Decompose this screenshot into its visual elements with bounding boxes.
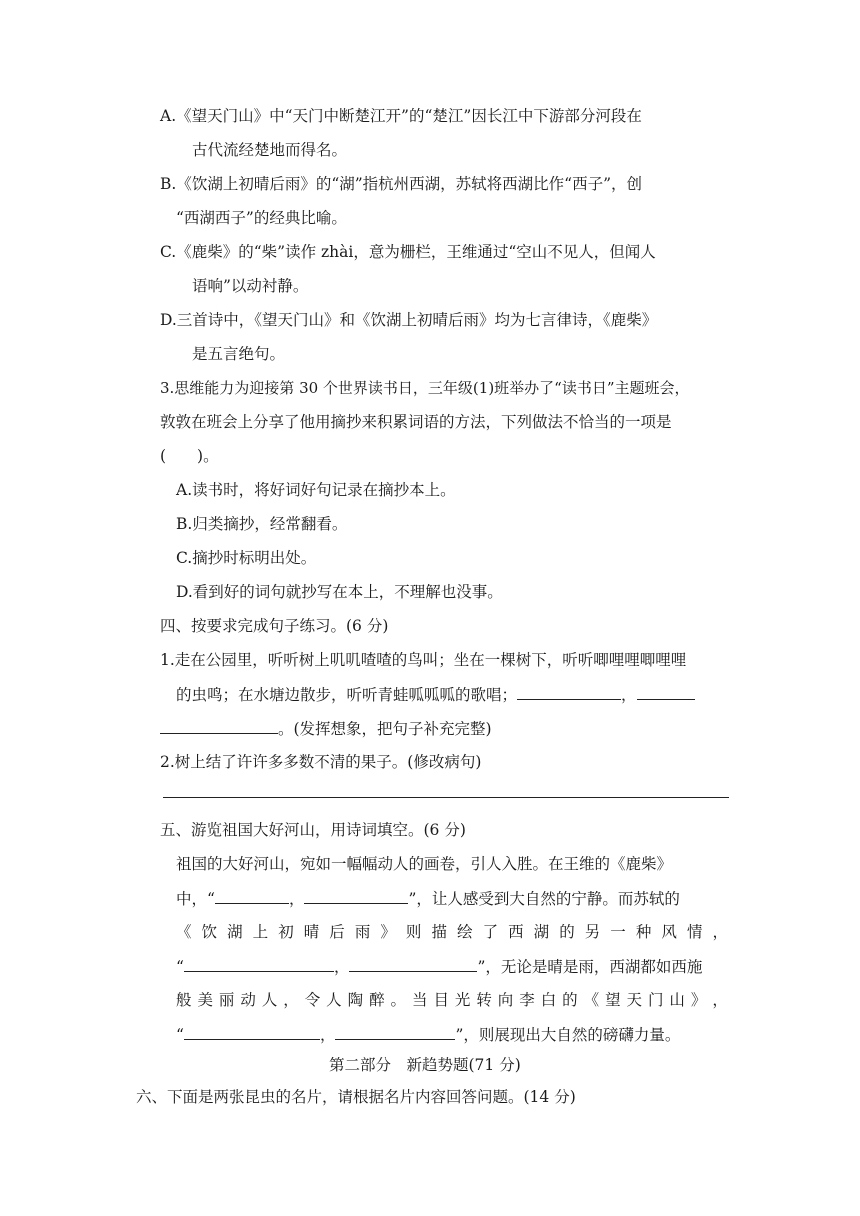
q3-option-c: C.摘抄时标明出处。	[176, 549, 317, 567]
section5-line4	[176, 955, 702, 978]
option-d-line2: 是五言绝句。	[192, 345, 286, 363]
char: 饮	[201, 923, 218, 941]
char: 山	[669, 991, 685, 1009]
char: 天	[626, 991, 643, 1009]
option-d-line1: D.三首诗中，《望天门山》和《饮湖上初晴后雨》均为七言律诗，《鹿柴》	[160, 311, 658, 329]
char: 西	[508, 923, 524, 941]
option-c-line1: C.《鹿柴》的“柴”读作 zhài，意为栅栏，王维通过“空山不见人，但闻人	[160, 243, 656, 261]
char: 风	[661, 923, 677, 941]
section5-line5	[176, 989, 728, 1011]
poem-blank[interactable]	[335, 1023, 455, 1040]
poem-blank[interactable]	[215, 887, 289, 904]
section4-heading: 四、按要求完成句子练习。(6 分)	[160, 617, 389, 635]
char: 李	[519, 991, 535, 1009]
char: 门	[647, 991, 664, 1009]
char: 湖	[227, 923, 243, 941]
char: 则	[405, 923, 422, 941]
char: 般	[176, 991, 192, 1009]
comma: ，	[319, 1026, 336, 1044]
comma: ，	[333, 958, 350, 976]
answer-blank[interactable]	[160, 717, 278, 734]
option-b-line2: “西湖西子”的经典比喻。	[176, 209, 347, 227]
answer-line[interactable]	[163, 797, 729, 798]
q3-option-b: B.归类摘抄，经常翻看。	[176, 515, 348, 533]
char: 醉	[369, 991, 385, 1009]
char: 描	[431, 923, 447, 941]
section5-line3	[176, 921, 728, 943]
char: ，	[712, 923, 728, 941]
poem-blank[interactable]	[184, 955, 334, 972]
char: 美	[197, 991, 213, 1009]
section5-line2-prefix: 中，“	[176, 890, 215, 908]
char: 》	[690, 991, 707, 1009]
option-a-line2: 古代流经楚地而得名。	[192, 141, 348, 159]
option-c-line2: 语响”以动衬静。	[192, 277, 309, 295]
section5-line6-tail: ”，则展现出大自然的磅礴力量。	[455, 1026, 681, 1044]
q3-option-d: D.看到好的词句就抄写在本上，不理解也没事。	[176, 583, 503, 601]
poem-blank[interactable]	[349, 955, 477, 972]
char: 雨	[354, 923, 371, 941]
char: 动	[240, 991, 256, 1009]
char: 丽	[218, 991, 235, 1009]
char: 的	[559, 923, 575, 941]
section4-q1-instruction: 。(发挥想象，把句子补充完整)	[278, 720, 492, 738]
char: 白	[540, 991, 557, 1009]
section4-q1-line3	[160, 717, 492, 740]
open-quote: “	[176, 1026, 184, 1044]
poem-blank[interactable]	[304, 887, 408, 904]
char: 种	[635, 923, 652, 941]
char: 转	[476, 991, 492, 1009]
char: 湖	[533, 923, 550, 941]
char: 了	[482, 923, 499, 941]
char: ，	[283, 991, 299, 1009]
char: 当	[411, 991, 428, 1009]
char: ，	[712, 991, 728, 1009]
section5-line6	[176, 1023, 680, 1046]
option-b-line1: B.《饮湖上初晴后雨》的“湖”指杭州西湖，苏轼将西湖比作“西子”，创	[160, 175, 643, 193]
char: 人	[326, 991, 342, 1009]
answer-blank[interactable]	[517, 683, 621, 700]
char: 《	[583, 991, 600, 1009]
char: 后	[329, 923, 345, 941]
char: 初	[278, 923, 294, 941]
poem-blank[interactable]	[184, 1023, 320, 1040]
char: 情	[686, 923, 703, 941]
q3-line1: 3.思维能力为迎接第 30 个世界读书日，三年级(1)班举办了“读书日”主题班会，	[160, 379, 690, 397]
char: 望	[605, 991, 621, 1009]
section5-line2-suffix: ”，让人感受到大自然的宁静。而苏轼的	[408, 890, 680, 908]
part2-heading: 第二部分 新趋势题(71 分)	[329, 1056, 521, 1074]
section5-line2	[176, 887, 680, 910]
char: 另	[584, 923, 601, 941]
q3-option-a: A.读书时，将好词好句记录在摘抄本上。	[176, 481, 456, 499]
char: 光	[454, 991, 471, 1009]
option-a-line1: A.《望天门山》中“天门中断楚江开”的“楚江”因长江中下游部分河段在	[160, 107, 642, 125]
section5-heading: 五、游览祖国大好河山，用诗词填空。(6 分)	[160, 821, 466, 839]
section5-line4-tail: ”，无论是晴是雨，西湖都如西施	[477, 958, 703, 976]
char: 向	[497, 991, 514, 1009]
char: 陶	[347, 991, 364, 1009]
char: 的	[562, 991, 578, 1009]
char: 》	[380, 923, 396, 941]
char: 。	[390, 991, 407, 1009]
comma: ，	[621, 686, 637, 704]
comma: ，	[288, 890, 305, 908]
char: 《	[176, 923, 192, 941]
section5-line1: 祖国的大好河山，宛如一幅幅动人的画卷，引人入胜。在王维的《鹿柴》	[176, 855, 673, 873]
char: 人	[261, 991, 278, 1009]
q3-answer-paren: ( )。	[160, 447, 219, 465]
char: 绘	[457, 923, 473, 941]
section6-heading: 六、下面是两张昆虫的名片，请根据名片内容回答问题。(14 分)	[136, 1088, 576, 1106]
char: 一	[610, 923, 626, 941]
char: 晴	[303, 923, 320, 941]
section4-q1-line2-text: 的虫鸣；在水塘边散步，听听青蛙呱呱呱的歌唱；	[176, 686, 518, 704]
char: 上	[252, 923, 269, 941]
char: 目	[433, 991, 449, 1009]
section4-q2: 2.树上结了许许多多数不清的果子。(修改病句)	[160, 753, 482, 771]
open-quote: “	[176, 958, 184, 976]
q3-line2: 敦敦在班会上分享了他用摘抄来积累词语的方法，下列做法不恰当的一项是	[160, 413, 672, 431]
section4-q1-line1: 1.走在公园里，听听树上叽叽喳喳的鸟叫；坐在一棵树下，听听唧哩哩唧哩哩	[160, 651, 687, 669]
char: 令	[304, 991, 321, 1009]
section4-q1-line2	[176, 683, 695, 706]
answer-blank[interactable]	[637, 683, 695, 700]
